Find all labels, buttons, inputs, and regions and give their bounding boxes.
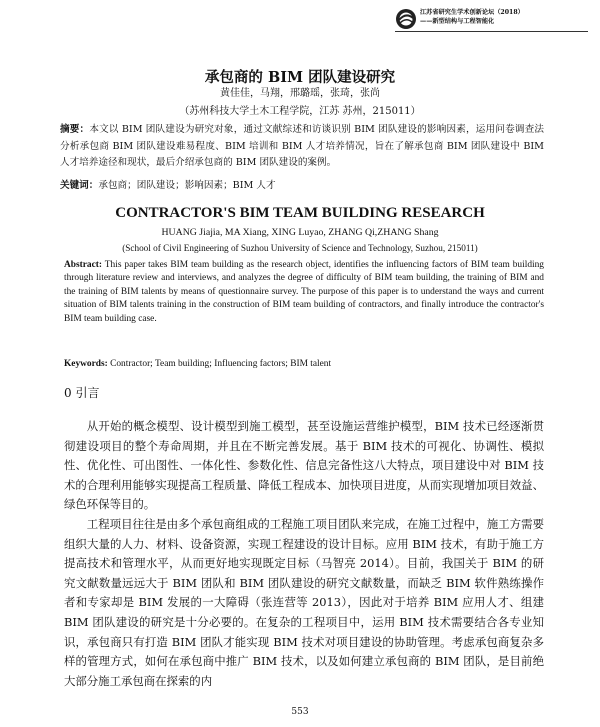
keywords-en-text: Contractor; Team building; Influencing factors; BIM talent <box>110 359 332 369</box>
authors-cn: 黄佳佳，马翔，邢璐瑶，张琦，张尚 <box>220 88 380 99</box>
keywords-en <box>64 359 544 369</box>
body-text <box>64 417 544 691</box>
paper-title-en: CONTRACTOR'S BIM TEAM BUILDING RESEARCH <box>115 205 485 221</box>
keywords-cn-text: 承包商；团队建设；影响因素；BIM 人才 <box>98 180 276 191</box>
page-number: 553 <box>291 707 309 717</box>
affiliation-cn: （苏州科技大学土木工程学院，江苏 苏州，215011） <box>179 106 421 117</box>
authors-en: HUANG Jiajia, MA Xiang, XING Luyao, ZHANG Qi,ZHANG Shang <box>161 227 439 238</box>
section-heading-introduction: 0 引言 <box>64 386 100 400</box>
abstract-en-text: This paper takes BIM team building as the research object, identifies the influencing factors of BIM team building through literature review and interviews, and analyzes the degree of difficulty of BIM team building, the training of BIM and the training of BIM talents by means of questionnaire survey. The purpose of this paper is to understand the ways and current situation of BIM talents training in the construction of BIM team building of contractors, and finally introduce the contractor's BIM team building case. <box>64 260 544 324</box>
paper-title-cn: 承包商的 BIM 团队建设研究 <box>204 69 396 86</box>
header-line-1: 江苏省研究生学术创新论坛（2018） <box>420 9 524 16</box>
body-paragraph-1: 从开始的概念模型、设计模型到施工模型，甚至设施运营维护模型，BIM 技术已经逐渐贯彻建设项目的整个寿命周期，并且在不断完善发展。基于 BIM 技术的可视化、协调性、模拟性、优化性、可出图性、一体化性、参数化性、信息完备性这八大特点，项目建设中对 BIM 技术的合理利用能够实现提高工程质量、降低工程成本、加快项目进度，从而实现增加项目效益、绿色环保等目的。 <box>64 419 545 512</box>
abstract-cn-text: 本文以 BIM 团队建设为研究对象，通过文献综述和访谈识别 BIM 团队建设的影响因素，运用问卷调查法分析承包商 BIM 团队建设难易程度、BIM 培训和 BIM 人才培养情况，旨在了解承包商 BIM 团队建设中 BIM 人才培养途径和现状，最后介绍承包商的 BIM 团队建设的案例。 <box>60 124 545 168</box>
abstract-en-label: Abstract: <box>64 260 103 270</box>
abstract-cn-label: 摘要： <box>60 124 90 135</box>
running-header <box>420 8 590 26</box>
conference-logo-icon <box>395 8 417 30</box>
keywords-cn <box>60 177 544 191</box>
keywords-en-label: Keywords: <box>64 359 108 369</box>
keywords-cn-label: 关键词： <box>60 180 99 191</box>
abstract-cn <box>60 122 544 172</box>
affiliation-en: (School of Civil Engineering of Suzhou University of Science and Technology, Suzhou, 215011) <box>122 243 478 253</box>
header-line-2: ——新型结构与工程智能化 <box>420 18 495 25</box>
body-paragraph-2: 工程项目往往是由多个承包商组成的工程施工项目团队来完成，在施工过程中，施工方需要组织大量的人力、材料、设备资源，实现工程建设的设计目标。应用 BIM 技术，有助于施工方提高技术和管理水平，从而更好地实现既定目标（马智亮 2014）。目前，我国关于 BIM 的研究文献数量远远大于 BIM 团队和 BIM 团队建设的研究文献数量，而缺乏 BIM 软件熟练操作者和专家却是 BIM 发展的一大障碍（张连营等 2013），因此对于培养 BIM 应用人才、组建 BIM 团队建设的研究是十分必要的。在复杂的工程项目中，运用 BIM 技术需要结合各专业知识，承包商只有打造 BIM 团队才能实现 BIM 技术对项目建设的协助管理。考虑承包商复杂多样的管理方式，如何在承包商中推广 BIM 技术，以及如何建立承包商的 BIM 团队，是目前绝大部分施工承包商在探索的内 <box>64 516 544 688</box>
abstract-en <box>64 259 544 326</box>
header-divider <box>395 31 588 32</box>
